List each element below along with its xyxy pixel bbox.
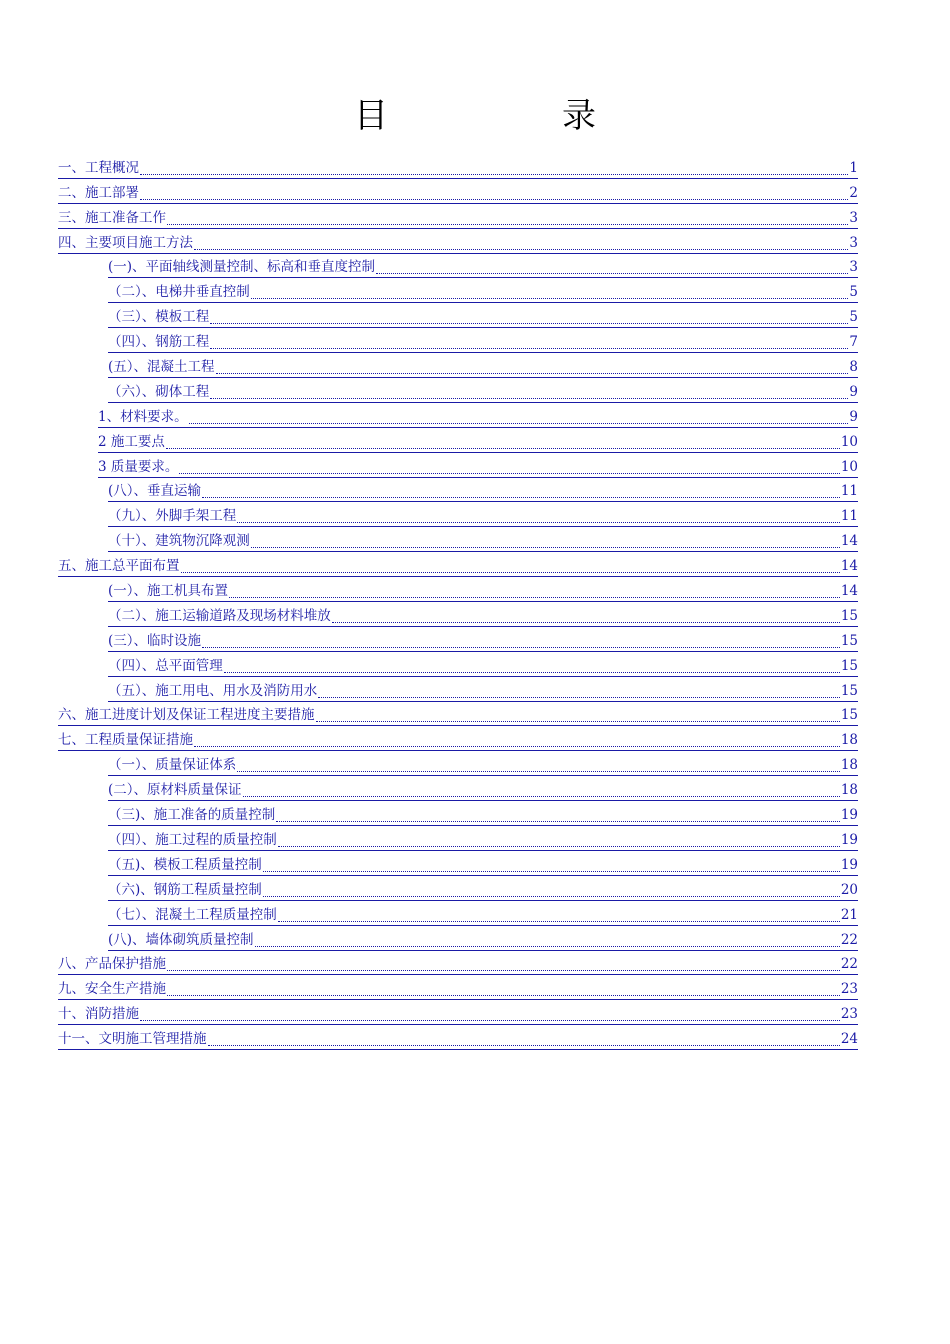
toc-entry[interactable] (58, 975, 858, 1000)
toc-entry-label: (二）、原材料质量保证 (108, 782, 242, 801)
toc-entry-page-number: 23 (841, 1006, 858, 1025)
toc-entry[interactable] (58, 951, 858, 976)
toc-entry-label: 六、施工进度计划及保证工程进度主要措施 (58, 707, 315, 726)
toc-entry-page-number: 15 (841, 633, 858, 652)
toc-dot-leader (317, 683, 841, 702)
toc-entry-page-number: 23 (841, 981, 858, 1000)
toc-entry[interactable] (108, 876, 858, 901)
toc-entry-page-number: 3 (849, 235, 858, 254)
toc-dot-leader (277, 907, 841, 926)
toc-entry-label: （五）、施工用电、用水及消防用水 (108, 683, 317, 702)
toc-entry-page-number: 3 (849, 259, 858, 278)
toc-entry-page-number: 14 (841, 533, 858, 552)
toc-entry-label: （一）、质量保证体系 (108, 757, 236, 776)
toc-entry[interactable] (108, 826, 858, 851)
toc-dot-leader (223, 658, 841, 677)
toc-entry-label: 3 质量要求。 (98, 459, 178, 478)
toc-dot-leader (250, 284, 850, 303)
toc-entry-label: 一、工程概况 (58, 160, 139, 179)
toc-dot-leader (207, 1031, 841, 1050)
toc-entry-label: （三)、施工准备的质量控制 (108, 807, 275, 826)
toc-entry[interactable] (108, 478, 858, 503)
toc-dot-leader (139, 185, 849, 204)
toc-entry-page-number: 1 (849, 160, 858, 179)
toc-entry-label: 十一、文明施工管理措施 (58, 1031, 207, 1050)
toc-entry-label: （九）、外脚手架工程 (108, 508, 236, 527)
toc-entry[interactable] (108, 502, 858, 527)
toc-entry[interactable] (108, 254, 858, 279)
toc-dot-leader (165, 434, 841, 453)
toc-dot-leader (166, 210, 849, 229)
toc-entry-label: 1、材料要求。 (98, 409, 188, 428)
toc-entry[interactable] (108, 926, 858, 951)
toc-entry-page-number: 24 (841, 1031, 858, 1050)
toc-entry[interactable] (108, 851, 858, 876)
toc-entry[interactable] (98, 403, 858, 428)
toc-entry[interactable] (108, 901, 858, 926)
toc-entry[interactable] (58, 726, 858, 751)
toc-entry-page-number: 8 (849, 359, 858, 378)
toc-entry-page-number: 9 (849, 409, 858, 428)
toc-dot-leader (315, 707, 841, 726)
toc-entry-label: 四、主要项目施工方法 (58, 235, 193, 254)
toc-entry[interactable] (58, 154, 858, 179)
toc-entry[interactable] (58, 229, 858, 254)
toc-entry-label: 二、施工部署 (58, 185, 139, 204)
toc-entry-page-number: 10 (841, 434, 858, 453)
toc-entry-page-number: 2 (849, 185, 858, 204)
toc-entry-label: （六)、钢筋工程质量控制 (108, 882, 262, 901)
toc-entry-page-number: 15 (841, 608, 858, 627)
toc-entry-page-number: 19 (841, 857, 858, 876)
toc-dot-leader (193, 235, 849, 254)
toc-dot-leader (262, 857, 841, 876)
toc-dot-leader (236, 508, 841, 527)
toc-entry-page-number: 11 (841, 483, 858, 502)
toc-entry-label: （四）、总平面管理 (108, 658, 223, 677)
toc-entry-label: 三、施工准备工作 (58, 210, 166, 229)
toc-entry[interactable] (58, 1025, 858, 1050)
toc-entry[interactable] (108, 328, 858, 353)
toc-entry-page-number: 15 (841, 707, 858, 726)
toc-dot-leader (209, 309, 849, 328)
toc-entry-label: 五、施工总平面布置 (58, 558, 180, 577)
toc-dot-leader (228, 583, 841, 602)
toc-entry-label: 八、产品保护措施 (58, 956, 166, 975)
toc-entry[interactable] (108, 527, 858, 552)
toc-entry-label: （三）、模板工程 (108, 309, 209, 328)
toc-dot-leader (262, 882, 841, 901)
toc-dot-leader (201, 483, 841, 502)
toc-entry-label: （二）、施工运输道路及现场材料堆放 (108, 608, 331, 627)
toc-entry-page-number: 7 (849, 334, 858, 353)
toc-entry-page-number: 15 (841, 658, 858, 677)
toc-entry-label: （二）、电梯井垂直控制 (108, 284, 250, 303)
toc-entry[interactable] (108, 677, 858, 702)
toc-entry[interactable] (58, 179, 858, 204)
toc-entry[interactable] (108, 751, 858, 776)
toc-entry-label: （六）、砌体工程 (108, 384, 209, 403)
toc-dot-leader (215, 359, 850, 378)
toc-entry-page-number: 18 (841, 732, 858, 751)
toc-entry[interactable] (98, 453, 858, 478)
toc-entry[interactable] (108, 627, 858, 652)
toc-entry-page-number: 22 (841, 932, 858, 951)
toc-entry-label: （十）、建筑物沉降观测 (108, 533, 250, 552)
toc-entry-page-number: 10 (841, 459, 858, 478)
toc-entry-label: （四）、钢筋工程 (108, 334, 209, 353)
toc-entry-page-number: 18 (841, 782, 858, 801)
toc-entry[interactable] (108, 801, 858, 826)
toc-entry[interactable] (108, 652, 858, 677)
toc-entry-page-number: 14 (841, 583, 858, 602)
toc-entry-page-number: 9 (849, 384, 858, 403)
toc-entry-label: (三）、临时设施 (108, 633, 201, 652)
toc-dot-leader (180, 558, 841, 577)
toc-entry-label: (一)、平面轴线测量控制、标高和垂直度控制 (108, 259, 375, 278)
toc-entry-page-number: 20 (841, 882, 858, 901)
toc-dot-leader (209, 384, 849, 403)
toc-entry-page-number: 5 (849, 309, 858, 328)
toc-entry-label: （四）、施工过程的质量控制 (108, 832, 277, 851)
toc-entry-label: 2 施工要点 (98, 434, 165, 453)
toc-entry[interactable] (58, 552, 858, 577)
toc-entry-label: （七）、混凝土工程质量控制 (108, 907, 277, 926)
toc-entry[interactable] (108, 303, 858, 328)
toc-entry-page-number: 21 (841, 907, 858, 926)
toc-dot-leader (209, 334, 849, 353)
toc-entry[interactable] (108, 577, 858, 602)
toc-entry-page-number: 15 (841, 683, 858, 702)
toc-entry[interactable] (58, 204, 858, 229)
table-of-contents (0, 154, 950, 1050)
toc-entry-page-number: 11 (841, 508, 858, 527)
toc-dot-leader (242, 782, 841, 801)
toc-dot-leader (250, 533, 841, 552)
toc-entry-page-number: 19 (841, 832, 858, 851)
toc-entry[interactable] (108, 378, 858, 403)
toc-dot-leader (236, 757, 841, 776)
toc-dot-leader (201, 633, 841, 652)
toc-entry[interactable] (108, 776, 858, 801)
toc-entry-page-number: 14 (841, 558, 858, 577)
toc-entry-page-number: 19 (841, 807, 858, 826)
page-title: 目 录 (354, 96, 666, 136)
toc-entry-page-number: 5 (849, 284, 858, 303)
toc-entry-label: 七、工程质量保证措施 (58, 732, 193, 751)
toc-dot-leader (139, 1006, 841, 1025)
toc-entry[interactable] (58, 702, 858, 727)
toc-entry-page-number: 22 (841, 956, 858, 975)
toc-entry-label: 十、消防措施 (58, 1006, 139, 1025)
toc-entry-page-number: 3 (849, 210, 858, 229)
toc-dot-leader (254, 932, 841, 951)
toc-entry-label: (八）、垂直运输 (108, 483, 201, 502)
toc-entry[interactable] (108, 353, 858, 378)
toc-entry[interactable] (108, 278, 858, 303)
toc-dot-leader (275, 807, 841, 826)
toc-entry-label: (一）、施工机具布置 (108, 583, 228, 602)
toc-dot-leader (193, 732, 841, 751)
toc-dot-leader (166, 981, 841, 1000)
toc-entry-page-number: 18 (841, 757, 858, 776)
toc-dot-leader (188, 409, 850, 428)
toc-dot-leader (375, 259, 849, 278)
toc-dot-leader (139, 160, 849, 179)
toc-dot-leader (277, 832, 841, 851)
toc-entry[interactable] (108, 602, 858, 627)
toc-entry-label: 九、安全生产措施 (58, 981, 166, 1000)
toc-entry-label: (五）、混凝土工程 (108, 359, 215, 378)
toc-dot-leader (178, 459, 840, 478)
toc-dot-leader (331, 608, 841, 627)
toc-entry-label: (八)、墙体砌筑质量控制 (108, 932, 254, 951)
toc-entry-label: （五)、模板工程质量控制 (108, 857, 262, 876)
toc-entry[interactable] (58, 1000, 858, 1025)
toc-entry[interactable] (98, 428, 858, 453)
toc-dot-leader (166, 956, 841, 975)
